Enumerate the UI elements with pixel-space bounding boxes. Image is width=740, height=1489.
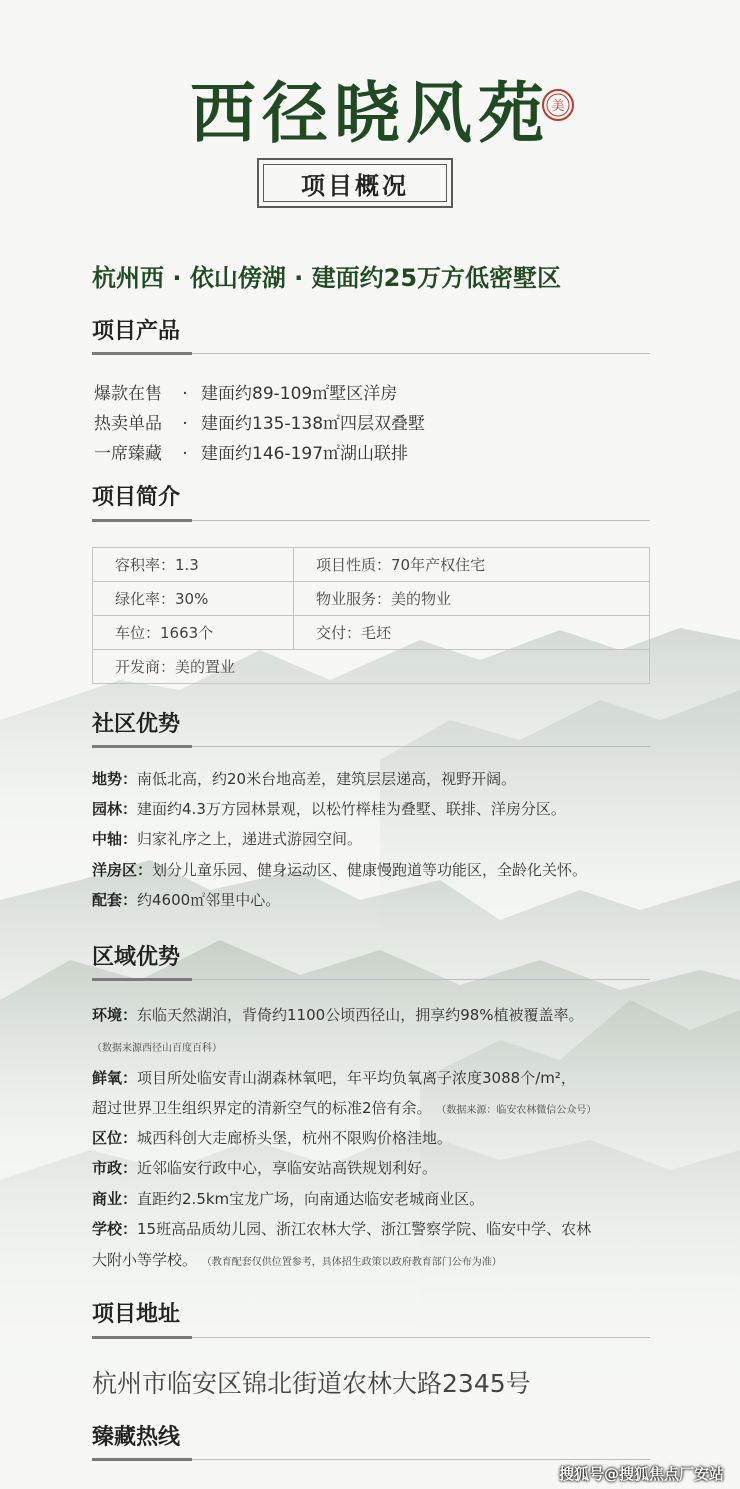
item-label: 鲜氧： bbox=[92, 1069, 138, 1087]
table-cell: 车位：1663个 bbox=[93, 616, 294, 650]
product-dot: · bbox=[182, 414, 188, 434]
item-label: 市政： bbox=[92, 1159, 138, 1177]
section-rule bbox=[92, 519, 192, 522]
headline: 杭州西 · 依山傍湖 · 建面约25万方低密墅区 bbox=[92, 264, 562, 292]
project-info-table bbox=[92, 547, 650, 684]
section-rule-thin bbox=[192, 746, 650, 747]
region-item-school-cont bbox=[92, 1249, 502, 1270]
community-item bbox=[92, 889, 280, 910]
section-rule bbox=[92, 745, 192, 748]
community-item bbox=[92, 828, 362, 849]
section-rule bbox=[92, 352, 192, 355]
item-text: 近邻临安行政中心，享临安站高铁规划利好。 bbox=[137, 1159, 438, 1177]
source-note: （数据来源：临安农林微信公众号） bbox=[436, 1105, 597, 1116]
table-cell: 容积率：1.3 bbox=[93, 548, 294, 582]
item-label: 商业： bbox=[92, 1190, 138, 1208]
table-cell: 项目性质：70年产权住宅 bbox=[294, 548, 650, 582]
region-item-school bbox=[92, 1218, 591, 1239]
item-label: 学校： bbox=[92, 1220, 138, 1238]
item-text: 城西科创大走廊桥头堡，杭州不限购价格洼地。 bbox=[137, 1129, 453, 1147]
item-label: 配套： bbox=[92, 891, 138, 909]
region-item-environment bbox=[92, 1004, 584, 1025]
item-text: 项目所处临安青山湖森林氧吧，年平均负氧离子浓度3088个/m²， bbox=[137, 1069, 576, 1087]
section-heading-hotline: 臻藏热线 bbox=[92, 1425, 181, 1450]
seal-character: 美 bbox=[551, 99, 565, 114]
section-rule-thin bbox=[192, 1337, 650, 1338]
product-item bbox=[94, 439, 408, 464]
table-row bbox=[93, 548, 650, 582]
item-text: 建面约4.3万方园林景观，以松竹榉桂为叠墅、联排、洋房分区。 bbox=[137, 800, 566, 818]
table-row bbox=[93, 616, 650, 650]
overview-badge bbox=[257, 158, 453, 208]
section-rule-thin bbox=[192, 979, 650, 980]
community-item bbox=[92, 859, 587, 880]
item-text: 南低北高，约20米台地高差，建筑层层递高，视野开阔。 bbox=[137, 770, 517, 788]
region-item-commerce bbox=[92, 1188, 484, 1209]
item-text: 15班高品质幼儿园、浙江农林大学、浙江警察学院、临安中学、农林 bbox=[137, 1220, 592, 1238]
item-text: 约4600㎡邻里中心。 bbox=[137, 891, 281, 909]
source-note: （教育配套仅供位置参考，具体招生政策以政府教育部门公布为准） bbox=[201, 1257, 502, 1268]
table-cell: 开发商：美的置业 bbox=[93, 650, 650, 684]
overview-badge-label: 项目概况 bbox=[263, 164, 447, 202]
section-rule bbox=[92, 1458, 192, 1461]
region-item-oxygen-cont bbox=[92, 1097, 596, 1118]
product-label: 爆款在售 bbox=[94, 384, 162, 404]
region-item-oxygen bbox=[92, 1067, 576, 1088]
section-rule-thin bbox=[192, 353, 650, 354]
item-text: 归家礼序之上，递进式游园空间。 bbox=[137, 830, 363, 848]
item-label: 园林： bbox=[92, 800, 138, 818]
table-row bbox=[93, 582, 650, 616]
product-label: 一席臻藏 bbox=[94, 444, 162, 464]
project-address: 杭州市临安区锦北街道农林大路2345号 bbox=[92, 1369, 531, 1398]
table-cell: 交付：毛坯 bbox=[294, 616, 650, 650]
table-row bbox=[93, 650, 650, 684]
watermark: 搜狐号@搜狐焦点厂安站 bbox=[558, 1465, 724, 1483]
product-label: 热卖单品 bbox=[94, 414, 162, 434]
item-label: 中轴： bbox=[92, 830, 138, 848]
product-item bbox=[94, 379, 397, 404]
section-heading-address: 项目地址 bbox=[92, 1302, 181, 1327]
product-desc: 建面约89-109㎡墅区洋房 bbox=[201, 384, 398, 404]
section-heading-community: 社区优势 bbox=[92, 712, 181, 737]
region-item-municipal bbox=[92, 1157, 437, 1178]
item-text: 划分儿童乐园、健身运动区、健康慢跑道等功能区，全龄化关怀。 bbox=[152, 861, 588, 879]
section-rule bbox=[92, 1336, 192, 1339]
community-item bbox=[92, 798, 566, 819]
product-desc: 建面约146-197㎡湖山联排 bbox=[201, 444, 409, 464]
item-label: 洋房区： bbox=[92, 861, 153, 879]
item-label: 区位： bbox=[92, 1129, 138, 1147]
table-cell: 绿化率：30% bbox=[93, 582, 294, 616]
product-desc: 建面约135-138㎡四层双叠墅 bbox=[201, 414, 426, 434]
product-item bbox=[94, 409, 425, 434]
item-text: 超过世界卫生组织界定的清新空气的标准2倍有余。 bbox=[92, 1099, 432, 1117]
section-rule-thin bbox=[192, 520, 650, 521]
section-rule bbox=[92, 978, 192, 981]
source-note: （数据来源西径山百度百科） bbox=[92, 1043, 222, 1054]
item-text: 东临天然湖泊，背倚约1100公顷西径山，拥享约98%植被覆盖率。 bbox=[137, 1006, 584, 1024]
section-heading-products: 项目产品 bbox=[92, 319, 181, 344]
section-heading-intro: 项目简介 bbox=[92, 485, 181, 510]
item-label: 地势： bbox=[92, 770, 138, 788]
section-rule-thin bbox=[192, 1459, 650, 1460]
project-title: 西径晓风苑 bbox=[190, 74, 550, 152]
brand-seal-icon bbox=[541, 88, 575, 122]
section-heading-region: 区域优势 bbox=[92, 945, 181, 970]
product-dot: · bbox=[182, 384, 188, 404]
item-text: 直距约2.5km宝龙广场，向南通达临安老城商业区。 bbox=[137, 1190, 485, 1208]
item-label: 环境： bbox=[92, 1006, 138, 1024]
item-text: 大附小等学校。 bbox=[92, 1251, 198, 1269]
community-item bbox=[92, 768, 516, 789]
product-dot: · bbox=[182, 444, 188, 464]
table-cell: 物业服务：美的物业 bbox=[294, 582, 650, 616]
region-item-location bbox=[92, 1127, 452, 1148]
